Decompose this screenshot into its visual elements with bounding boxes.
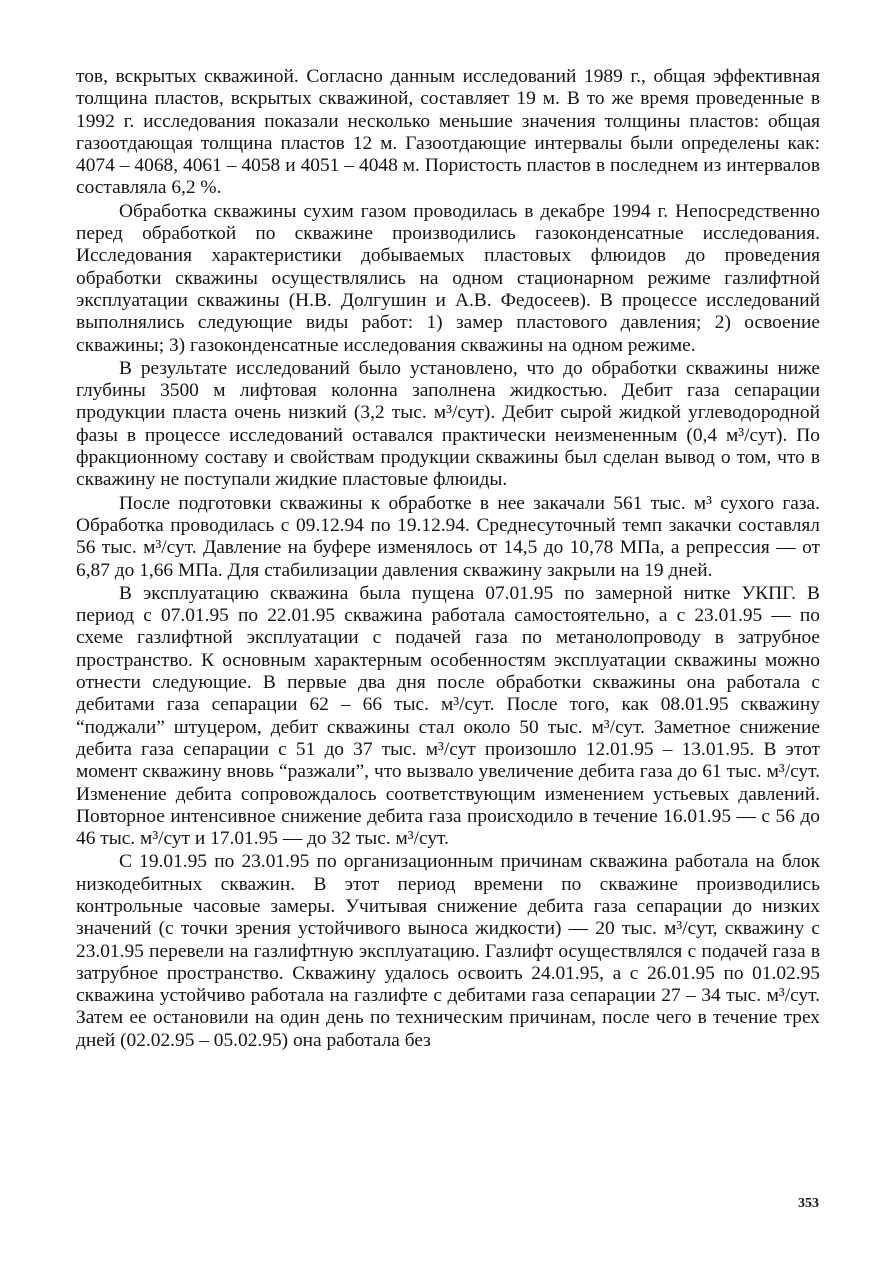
paragraph-injection: После подготовки скважины к обработке в нее закачали 561 тыс. м³ сухого газа. Обработка проводилась с 09.12.94 по 19.12.94. Среднесуточный темп закачки составлял 56 тыс. м³/сут. Давление на буфере изменялось от 14,5 до 10,78 МПа, а репрессия — от 6,87 до 1,66 МПа. Для стабилизации давления скважину закрыли на 19 дней.	[76, 492, 820, 581]
paragraph-research-results: В результате исследований было установлено, что до обработки скважины ниже глубины 3500 м лифтовая колонна заполнена жидкостью. Дебит газа сепарации продукции пласта очень низкий (3,2 тыс. м³/сут). Дебит сырой жидкой углеводородной фазы в процессе исследований оставался практически неизмененным (0,4 м³/сут). По фракционному составу и свойствам продукции скважины был сделан вывод о том, что в скважину не поступали жидкие пластовые флюиды.	[76, 357, 820, 491]
page-number: 353	[798, 1196, 819, 1211]
paragraph-gaslift: С 19.01.95 по 23.01.95 по организационным причинам скважина работала на блок низкодебитных скважин. В этот период времени по скважине производились контрольные часовые замеры. Учитывая снижение дебита газа сепарации до низких значений (с точки зрения устойчивого выноса жидкости) — 20 тыс. м³/сут, скважину с 23.01.95 перевели на газлифтную эксплуатацию. Газлифт осуществлялся с подачей газа в затрубное пространство. Скважину удалось освоить 24.01.95, а с 26.01.95 по 01.02.95 скважина устойчиво работала на газлифте с дебитами газа сепарации 27 – 34 тыс. м³/сут. Затем ее остановили на один день по техническим причинам, после чего в течение трех дней (02.02.95 – 05.02.95) она работала без	[76, 851, 820, 1051]
paragraph-operation: В эксплуатацию скважина была пущена 07.01.95 по замерной нитке УКПГ. В период с 07.01.95 по 22.01.95 скважина работала самостоятельно, а с 23.01.95 — по схеме газлифтной эксплуатации с подачей газа по метанолопроводу в затрубное пространство. К основным характерным особенностям эксплуатации скважины можно отнести следующие. В первые два дня после обработки скважины она работала с дебитами газа сепарации 62 – 66 тыс. м³/сут. После того, как 08.01.95 скважину “поджали” штуцером, дебит скважины стал около 50 тыс. м³/сут. Заметное снижение дебита газа сепарации с 51 до 37 тыс. м³/сут произошло 12.01.95 – 13.01.95. В этот момент скважину вновь “разжали”, что вызвало увеличение дебита газа до 61 тыс. м³/сут. Изменение дебита сопровождалось соответствующим изменением устьевых давлений. Повторное интенсивное снижение дебита газа происходило в течение 16.01.95 — с 56 до 46 тыс. м³/сут и 17.01.95 — до 32 тыс. м³/сут.	[76, 582, 820, 850]
paragraph-continuation: тов, вскрытых скважиной. Согласно данным исследований 1989 г., общая эффективная толщина пластов, вскрытых скважиной, составляет 19 м. В то же время проведенные в 1992 г. исследования показали несколько меньшие значения толщины пластов: общая газоотдающая толщина пластов 12 м. Газоотдающие интервалы были определены как: 4074 – 4068, 4061 – 4058 и 4051 – 4048 м. Пористость пластов в последнем из интервалов составляла 6,2 %.	[76, 66, 820, 199]
page-text	[76, 66, 820, 1052]
paragraph-dry-gas-treatment: Обработка скважины сухим газом проводилась в декабре 1994 г. Непосредственно перед обработкой по скважине производились газоконденсатные исследования. Исследования характеристики добываемых пластовых флюидов до проведения обработки скважины осуществлялись на одном стационарном режиме газлифтной эксплуатации скважины (Н.В. Долгушин и А.В. Федосеев). В процессе исследований выполнялись следующие виды работ: 1) замер пластового давления; 2) освоение скважины; 3) газоконденсатные исследования скважины на одном режиме.	[76, 200, 820, 356]
